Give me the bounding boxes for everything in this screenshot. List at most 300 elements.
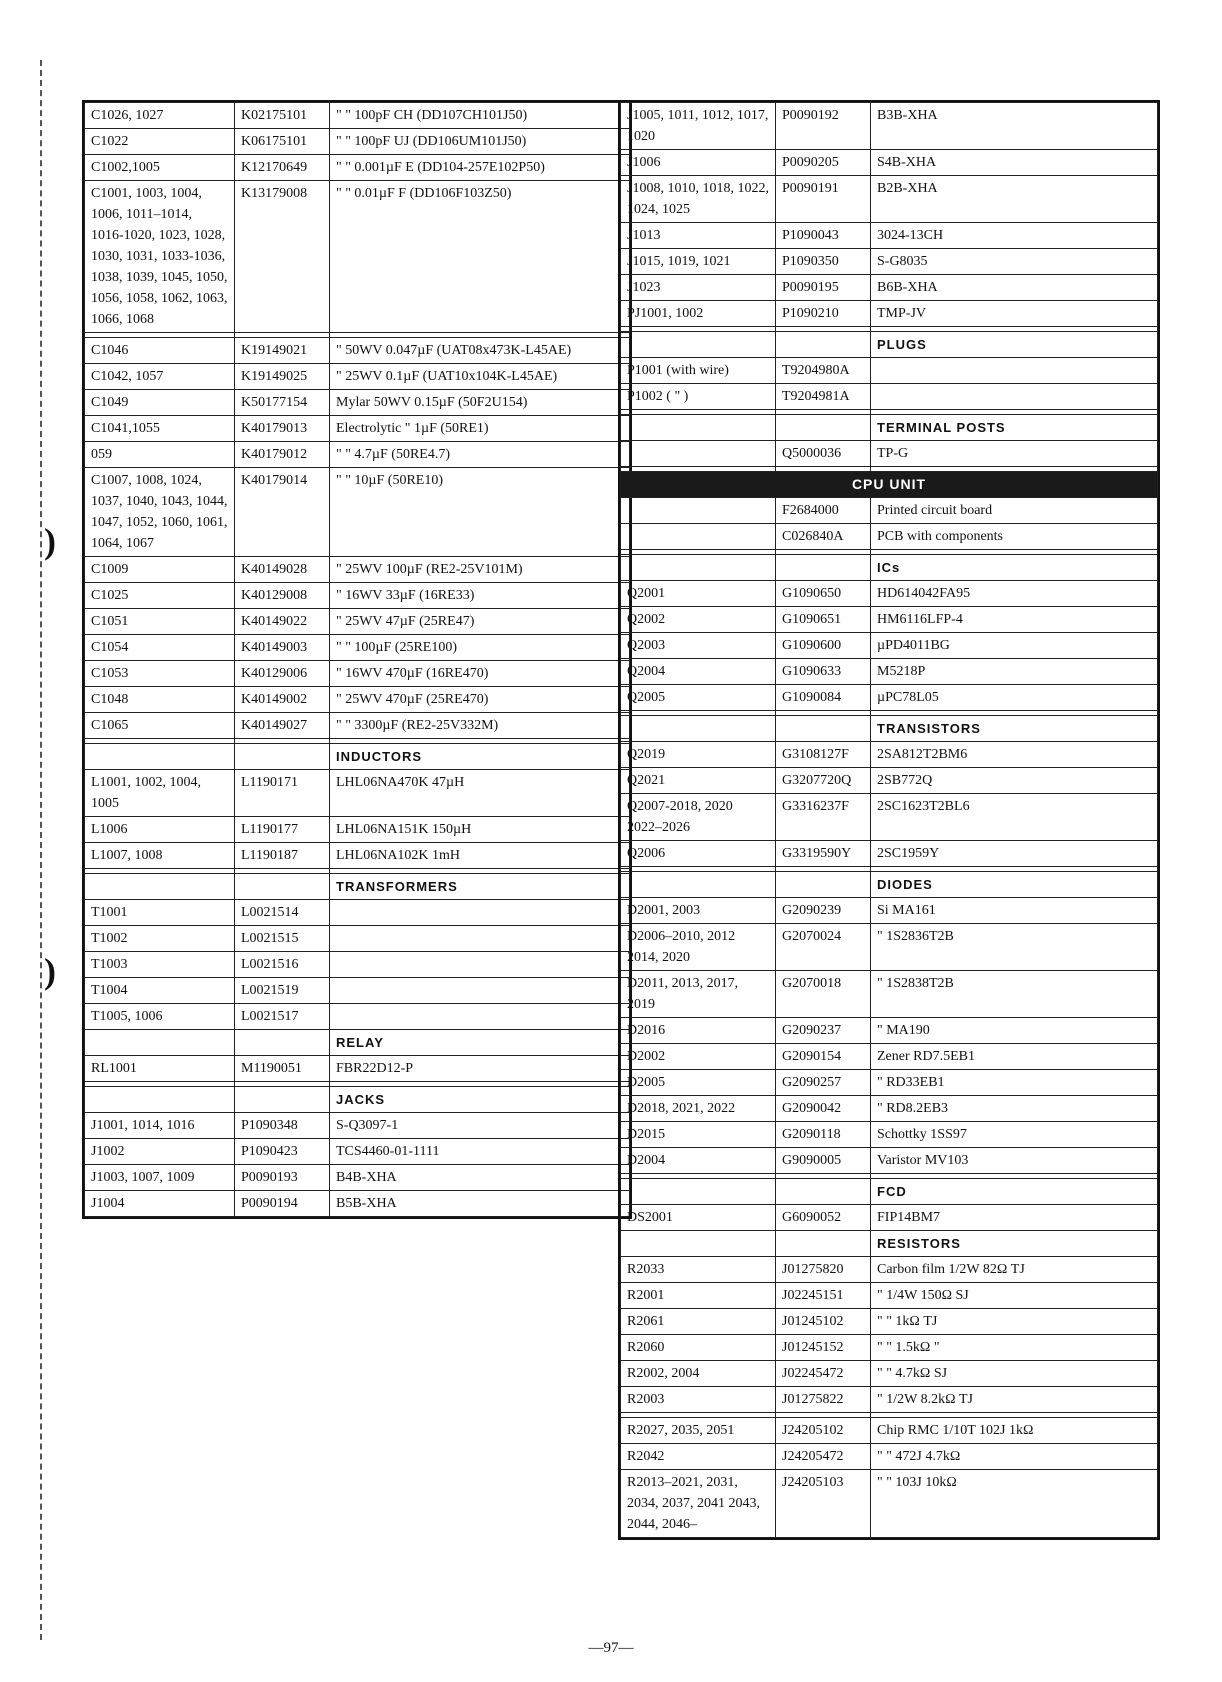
part-number-cell: L0021516 xyxy=(235,952,330,978)
description-cell: " 1/4W 150Ω SJ xyxy=(871,1283,1158,1309)
table-row xyxy=(621,742,1158,768)
table-row xyxy=(621,581,1158,607)
ref-cell: J1006 xyxy=(621,150,776,176)
table-row xyxy=(85,583,630,609)
empty-cell xyxy=(776,332,871,358)
part-number-cell: F2684000 xyxy=(776,498,871,524)
table-row xyxy=(85,416,630,442)
part-number-cell: P1090350 xyxy=(776,249,871,275)
table-row xyxy=(85,978,630,1004)
part-number-cell: K40149003 xyxy=(235,635,330,661)
table-row xyxy=(85,338,630,364)
table-row xyxy=(85,129,630,155)
table-row xyxy=(621,524,1158,550)
empty-cell xyxy=(621,716,776,742)
description-cell: 2SA812T2BM6 xyxy=(871,742,1158,768)
unit-band-row xyxy=(621,472,1158,498)
description-cell: S4B-XHA xyxy=(871,150,1158,176)
ref-cell: C1065 xyxy=(85,713,235,739)
ref-cell: 059 xyxy=(85,442,235,468)
description-cell: PCB with components xyxy=(871,524,1158,550)
part-number-cell: K13179008 xyxy=(235,181,330,333)
ref-cell: D2016 xyxy=(621,1018,776,1044)
ref-cell: D2018, 2021, 2022 xyxy=(621,1096,776,1122)
section-header-row xyxy=(621,1179,1158,1205)
table-row xyxy=(621,275,1158,301)
table-row xyxy=(621,176,1158,223)
part-number-cell: G2090154 xyxy=(776,1044,871,1070)
table-row xyxy=(621,1361,1158,1387)
description-cell: " 1S2838T2B xyxy=(871,971,1158,1018)
description-cell: " " 0.001µF E (DD104-257E102P50) xyxy=(330,155,630,181)
ref-cell: R2013–2021, 2031, 2034, 2037, 2041 2043, 2044, 2046– xyxy=(621,1470,776,1538)
part-number-cell: G2090118 xyxy=(776,1122,871,1148)
ref-cell: C1046 xyxy=(85,338,235,364)
section-header-row xyxy=(85,874,630,900)
description-cell: " " 4.7µF (50RE4.7) xyxy=(330,442,630,468)
part-number-cell: K40129008 xyxy=(235,583,330,609)
ref-cell xyxy=(621,524,776,550)
description-cell xyxy=(330,952,630,978)
section-header-row xyxy=(85,1030,630,1056)
table-row xyxy=(85,468,630,557)
table-row xyxy=(621,607,1158,633)
section-title: PLUGS xyxy=(871,332,1158,358)
description-cell: Electrolytic " 1µF (50RE1) xyxy=(330,416,630,442)
description-cell: Schottky 1SS97 xyxy=(871,1122,1158,1148)
description-cell: " RD33EB1 xyxy=(871,1070,1158,1096)
description-cell: B4B-XHA xyxy=(330,1165,630,1191)
ref-cell: Q2001 xyxy=(621,581,776,607)
table-row xyxy=(85,442,630,468)
ref-cell: Q2006 xyxy=(621,841,776,867)
table-row xyxy=(85,843,630,869)
part-number-cell: P0090195 xyxy=(776,275,871,301)
part-number-cell: C026840A xyxy=(776,524,871,550)
empty-cell xyxy=(621,332,776,358)
description-cell: " " 1.5kΩ " xyxy=(871,1335,1158,1361)
table-row xyxy=(85,635,630,661)
table-row xyxy=(621,794,1158,841)
ref-cell: T1002 xyxy=(85,926,235,952)
description-cell: TMP-JV xyxy=(871,301,1158,327)
part-number-cell: G6090052 xyxy=(776,1205,871,1231)
part-number-cell: K40149022 xyxy=(235,609,330,635)
part-number-cell: L0021519 xyxy=(235,978,330,1004)
ref-cell: C1007, 1008, 1024, 1037, 1040, 1043, 1044, 1047, 1052, 1060, 1061, 1064, 1067 xyxy=(85,468,235,557)
part-number-cell: K40179014 xyxy=(235,468,330,557)
part-number-cell: K02175101 xyxy=(235,103,330,129)
table-row xyxy=(621,1309,1158,1335)
description-cell: " 25WV 47µF (25RE47) xyxy=(330,609,630,635)
table-row xyxy=(621,384,1158,410)
table-row xyxy=(621,441,1158,467)
part-number-cell: L0021517 xyxy=(235,1004,330,1030)
part-number-cell: G2090042 xyxy=(776,1096,871,1122)
part-number-cell: K40129006 xyxy=(235,661,330,687)
table-row xyxy=(621,103,1158,150)
ref-cell: J1008, 1010, 1018, 1022, 1024, 1025 xyxy=(621,176,776,223)
table-row xyxy=(85,1004,630,1030)
punch-hole-mark: ) xyxy=(44,951,56,991)
table-row xyxy=(85,926,630,952)
part-number-cell: K06175101 xyxy=(235,129,330,155)
description-cell: " " 10µF (50RE10) xyxy=(330,468,630,557)
section-header-row xyxy=(621,1231,1158,1257)
description-cell: LHL06NA470K 47µH xyxy=(330,770,630,817)
empty-cell xyxy=(621,1179,776,1205)
ref-cell: J1023 xyxy=(621,275,776,301)
description-cell: Printed circuit board xyxy=(871,498,1158,524)
description-cell: " RD8.2EB3 xyxy=(871,1096,1158,1122)
ref-cell: T1003 xyxy=(85,952,235,978)
table-row xyxy=(621,971,1158,1018)
ref-cell: J1001, 1014, 1016 xyxy=(85,1113,235,1139)
part-number-cell: G2070018 xyxy=(776,971,871,1018)
ref-cell: J1005, 1011, 1012, 1017, 1020 xyxy=(621,103,776,150)
description-cell: " " 100µF (25RE100) xyxy=(330,635,630,661)
ref-cell: C1025 xyxy=(85,583,235,609)
description-cell: TP-G xyxy=(871,441,1158,467)
ref-cell: L1001, 1002, 1004, 1005 xyxy=(85,770,235,817)
table-row xyxy=(85,952,630,978)
table-row xyxy=(621,1148,1158,1174)
ref-cell: J1015, 1019, 1021 xyxy=(621,249,776,275)
description-cell: " 1S2836T2B xyxy=(871,924,1158,971)
description-cell: " " 0.01µF F (DD106F103Z50) xyxy=(330,181,630,333)
empty-cell xyxy=(85,1087,235,1113)
ref-cell: C1022 xyxy=(85,129,235,155)
part-number-cell: J01275820 xyxy=(776,1257,871,1283)
part-number-cell: P1090348 xyxy=(235,1113,330,1139)
empty-cell xyxy=(235,874,330,900)
description-cell: " 1/2W 8.2kΩ TJ xyxy=(871,1387,1158,1413)
ref-cell: DS2001 xyxy=(621,1205,776,1231)
ref-cell: R2003 xyxy=(621,1387,776,1413)
part-number-cell: G2090257 xyxy=(776,1070,871,1096)
empty-cell xyxy=(235,1030,330,1056)
ref-cell: D2004 xyxy=(621,1148,776,1174)
section-header-row xyxy=(621,332,1158,358)
part-number-cell: K40149028 xyxy=(235,557,330,583)
description-cell: " " 472J 4.7kΩ xyxy=(871,1444,1158,1470)
part-number-cell: P0090193 xyxy=(235,1165,330,1191)
ref-cell: J1013 xyxy=(621,223,776,249)
part-number-cell: K40149027 xyxy=(235,713,330,739)
table-row xyxy=(85,1113,630,1139)
table-row xyxy=(621,1205,1158,1231)
empty-cell xyxy=(621,872,776,898)
description-cell: FBR22D12-P xyxy=(330,1056,630,1082)
description-cell: B3B-XHA xyxy=(871,103,1158,150)
part-number-cell: L0021515 xyxy=(235,926,330,952)
ref-cell: C1048 xyxy=(85,687,235,713)
description-cell: FIP14BM7 xyxy=(871,1205,1158,1231)
description-cell: " 16WV 470µF (16RE470) xyxy=(330,661,630,687)
table-row xyxy=(621,1470,1158,1538)
section-title: INDUCTORS xyxy=(330,744,630,770)
section-header-row xyxy=(621,415,1158,441)
table-row xyxy=(621,1387,1158,1413)
part-number-cell: L0021514 xyxy=(235,900,330,926)
section-header-row xyxy=(85,744,630,770)
part-number-cell: L1190177 xyxy=(235,817,330,843)
ref-cell: P1001 (with wire) xyxy=(621,358,776,384)
part-number-cell: P0090191 xyxy=(776,176,871,223)
description-cell: " 50WV 0.047µF (UAT08x473K-L45AE) xyxy=(330,338,630,364)
table-row xyxy=(621,1335,1158,1361)
part-number-cell: G3207720Q xyxy=(776,768,871,794)
part-number-cell: J02245472 xyxy=(776,1361,871,1387)
table-row xyxy=(621,924,1158,971)
part-number-cell: G3319590Y xyxy=(776,841,871,867)
ref-cell: C1001, 1003, 1004, 1006, 1011–1014, 1016-1020, 1023, 1028, 1030, 1031, 1033-1036, 1038, 1039, 1045, 1050, 1056, 1058, 1062, 1063, 1066, 1068 xyxy=(85,181,235,333)
punch-hole-mark: ) xyxy=(44,521,56,561)
part-number-cell: G1090651 xyxy=(776,607,871,633)
table-row xyxy=(621,358,1158,384)
table-row xyxy=(621,659,1158,685)
table-row xyxy=(621,898,1158,924)
binding-edge-marks xyxy=(40,60,45,1640)
part-number-cell: G3316237F xyxy=(776,794,871,841)
description-cell xyxy=(330,926,630,952)
ref-cell: Q2021 xyxy=(621,768,776,794)
part-number-cell: K19149021 xyxy=(235,338,330,364)
part-number-cell: M1190051 xyxy=(235,1056,330,1082)
description-cell: " 25WV 100µF (RE2-25V101M) xyxy=(330,557,630,583)
description-cell: LHL06NA151K 150µH xyxy=(330,817,630,843)
ref-cell: J1003, 1007, 1009 xyxy=(85,1165,235,1191)
part-number-cell: G2090237 xyxy=(776,1018,871,1044)
part-number-cell: G1090650 xyxy=(776,581,871,607)
description-cell xyxy=(871,358,1158,384)
table-row xyxy=(621,1018,1158,1044)
part-number-cell: G2090239 xyxy=(776,898,871,924)
table-row xyxy=(85,661,630,687)
ref-cell: Q2003 xyxy=(621,633,776,659)
table-row xyxy=(621,498,1158,524)
ref-cell: D2002 xyxy=(621,1044,776,1070)
table-row xyxy=(621,249,1158,275)
table-row xyxy=(621,1257,1158,1283)
part-number-cell: K50177154 xyxy=(235,390,330,416)
section-title: TRANSISTORS xyxy=(871,716,1158,742)
part-number-cell: J24205472 xyxy=(776,1444,871,1470)
table-row xyxy=(621,301,1158,327)
ref-cell xyxy=(621,441,776,467)
part-number-cell: P0090192 xyxy=(776,103,871,150)
section-title: RESISTORS xyxy=(871,1231,1158,1257)
section-header-row xyxy=(621,872,1158,898)
ref-cell: C1053 xyxy=(85,661,235,687)
description-cell xyxy=(330,900,630,926)
ref-cell: D2011, 2013, 2017, 2019 xyxy=(621,971,776,1018)
empty-cell xyxy=(621,415,776,441)
part-number-cell: P1090043 xyxy=(776,223,871,249)
ref-cell: D2006–2010, 2012 2014, 2020 xyxy=(621,924,776,971)
ref-cell: R2042 xyxy=(621,1444,776,1470)
description-cell: 3024-13CH xyxy=(871,223,1158,249)
table-row xyxy=(85,1191,630,1217)
description-cell: LHL06NA102K 1mH xyxy=(330,843,630,869)
section-header-row xyxy=(85,1087,630,1113)
ref-cell: T1004 xyxy=(85,978,235,1004)
empty-cell xyxy=(776,555,871,581)
part-number-cell: K40179012 xyxy=(235,442,330,468)
part-number-cell: P0090194 xyxy=(235,1191,330,1217)
table-row xyxy=(621,841,1158,867)
section-title: TRANSFORMERS xyxy=(330,874,630,900)
ref-cell: Q2002 xyxy=(621,607,776,633)
ref-cell: L1006 xyxy=(85,817,235,843)
table-row xyxy=(621,1044,1158,1070)
description-cell: " 25WV 0.1µF (UAT10x104K-L45AE) xyxy=(330,364,630,390)
description-cell xyxy=(330,1004,630,1030)
ref-cell: R2033 xyxy=(621,1257,776,1283)
ref-cell: R2060 xyxy=(621,1335,776,1361)
empty-cell xyxy=(85,874,235,900)
ref-cell: C1051 xyxy=(85,609,235,635)
description-cell: M5218P xyxy=(871,659,1158,685)
part-number-cell: J01245152 xyxy=(776,1335,871,1361)
description-cell: HD614042FA95 xyxy=(871,581,1158,607)
table-row xyxy=(85,900,630,926)
part-number-cell: L1190171 xyxy=(235,770,330,817)
description-cell: Mylar 50WV 0.15µF (50F2U154) xyxy=(330,390,630,416)
part-number-cell: J02245151 xyxy=(776,1283,871,1309)
part-number-cell: J24205102 xyxy=(776,1418,871,1444)
ref-cell: J1002 xyxy=(85,1139,235,1165)
ref-cell: C1042, 1057 xyxy=(85,364,235,390)
empty-cell xyxy=(85,1030,235,1056)
part-number-cell: K12170649 xyxy=(235,155,330,181)
description-cell: Varistor MV103 xyxy=(871,1148,1158,1174)
table-row xyxy=(85,557,630,583)
table-row xyxy=(85,687,630,713)
section-title: JACKS xyxy=(330,1087,630,1113)
description-cell: 2SC1623T2BL6 xyxy=(871,794,1158,841)
table-row xyxy=(85,1056,630,1082)
ref-cell: T1001 xyxy=(85,900,235,926)
table-row xyxy=(85,770,630,817)
description-cell: TCS4460-01-1111 xyxy=(330,1139,630,1165)
part-number-cell: G1090084 xyxy=(776,685,871,711)
table-row xyxy=(85,1139,630,1165)
table-row xyxy=(621,1418,1158,1444)
ref-cell: C1002,1005 xyxy=(85,155,235,181)
ref-cell: R2001 xyxy=(621,1283,776,1309)
description-cell: S-G8035 xyxy=(871,249,1158,275)
description-cell: " " 1kΩ TJ xyxy=(871,1309,1158,1335)
part-number-cell: J01245102 xyxy=(776,1309,871,1335)
part-number-cell: Q5000036 xyxy=(776,441,871,467)
table-row xyxy=(621,150,1158,176)
section-header-row xyxy=(621,716,1158,742)
section-header-row xyxy=(621,555,1158,581)
ref-cell: D2001, 2003 xyxy=(621,898,776,924)
part-number-cell: K19149025 xyxy=(235,364,330,390)
ref-cell: D2005 xyxy=(621,1070,776,1096)
description-cell: Si MA161 xyxy=(871,898,1158,924)
ref-cell: L1007, 1008 xyxy=(85,843,235,869)
part-number-cell: T9204980A xyxy=(776,358,871,384)
page-number: —97— xyxy=(588,1640,634,1656)
description-cell: " 16WV 33µF (16RE33) xyxy=(330,583,630,609)
part-number-cell: J24205103 xyxy=(776,1470,871,1538)
ref-cell: D2015 xyxy=(621,1122,776,1148)
table-row xyxy=(85,817,630,843)
section-title: DIODES xyxy=(871,872,1158,898)
table-row xyxy=(621,223,1158,249)
empty-cell xyxy=(776,1179,871,1205)
description-cell: 2SC1959Y xyxy=(871,841,1158,867)
table-row xyxy=(621,1444,1158,1470)
ref-cell: Q2005 xyxy=(621,685,776,711)
table-row xyxy=(85,609,630,635)
description-cell: B2B-XHA xyxy=(871,176,1158,223)
parts-table-left xyxy=(82,100,632,1219)
description-cell: " " 103J 10kΩ xyxy=(871,1470,1158,1538)
ref-cell: C1026, 1027 xyxy=(85,103,235,129)
empty-cell xyxy=(235,1087,330,1113)
table-row xyxy=(85,713,630,739)
section-title: TERMINAL POSTS xyxy=(871,415,1158,441)
description-cell: " " 4.7kΩ SJ xyxy=(871,1361,1158,1387)
section-title: RELAY xyxy=(330,1030,630,1056)
description-cell: S-Q3097-1 xyxy=(330,1113,630,1139)
table-row xyxy=(621,633,1158,659)
description-cell xyxy=(871,384,1158,410)
table-row xyxy=(621,1122,1158,1148)
description-cell: Chip RMC 1/10T 102J 1kΩ xyxy=(871,1418,1158,1444)
part-number-cell: G1090600 xyxy=(776,633,871,659)
empty-cell xyxy=(776,716,871,742)
table-row xyxy=(85,1165,630,1191)
table-row xyxy=(621,768,1158,794)
part-number-cell: P1090423 xyxy=(235,1139,330,1165)
description-cell: 2SB772Q xyxy=(871,768,1158,794)
ref-cell xyxy=(621,498,776,524)
table-row xyxy=(621,1070,1158,1096)
part-number-cell: K40179013 xyxy=(235,416,330,442)
part-number-cell: L1190187 xyxy=(235,843,330,869)
part-number-cell: P1090210 xyxy=(776,301,871,327)
ref-cell: Q2007-2018, 2020 2022–2026 xyxy=(621,794,776,841)
description-cell xyxy=(330,978,630,1004)
part-number-cell: J01275822 xyxy=(776,1387,871,1413)
empty-cell xyxy=(235,744,330,770)
table-row xyxy=(621,685,1158,711)
ref-cell: C1049 xyxy=(85,390,235,416)
part-number-cell: G9090005 xyxy=(776,1148,871,1174)
description-cell: Zener RD7.5EB1 xyxy=(871,1044,1158,1070)
description-cell: HM6116LFP-4 xyxy=(871,607,1158,633)
description-cell: µPC78L05 xyxy=(871,685,1158,711)
empty-cell xyxy=(621,555,776,581)
empty-cell xyxy=(85,744,235,770)
description-cell: " MA190 xyxy=(871,1018,1158,1044)
section-title: ICs xyxy=(871,555,1158,581)
ref-cell: R2002, 2004 xyxy=(621,1361,776,1387)
section-title: FCD xyxy=(871,1179,1158,1205)
ref-cell: T1005, 1006 xyxy=(85,1004,235,1030)
table-row xyxy=(621,1283,1158,1309)
part-number-cell: P0090205 xyxy=(776,150,871,176)
ref-cell: C1054 xyxy=(85,635,235,661)
description-cell: B6B-XHA xyxy=(871,275,1158,301)
description-cell: B5B-XHA xyxy=(330,1191,630,1217)
part-number-cell: G3108127F xyxy=(776,742,871,768)
